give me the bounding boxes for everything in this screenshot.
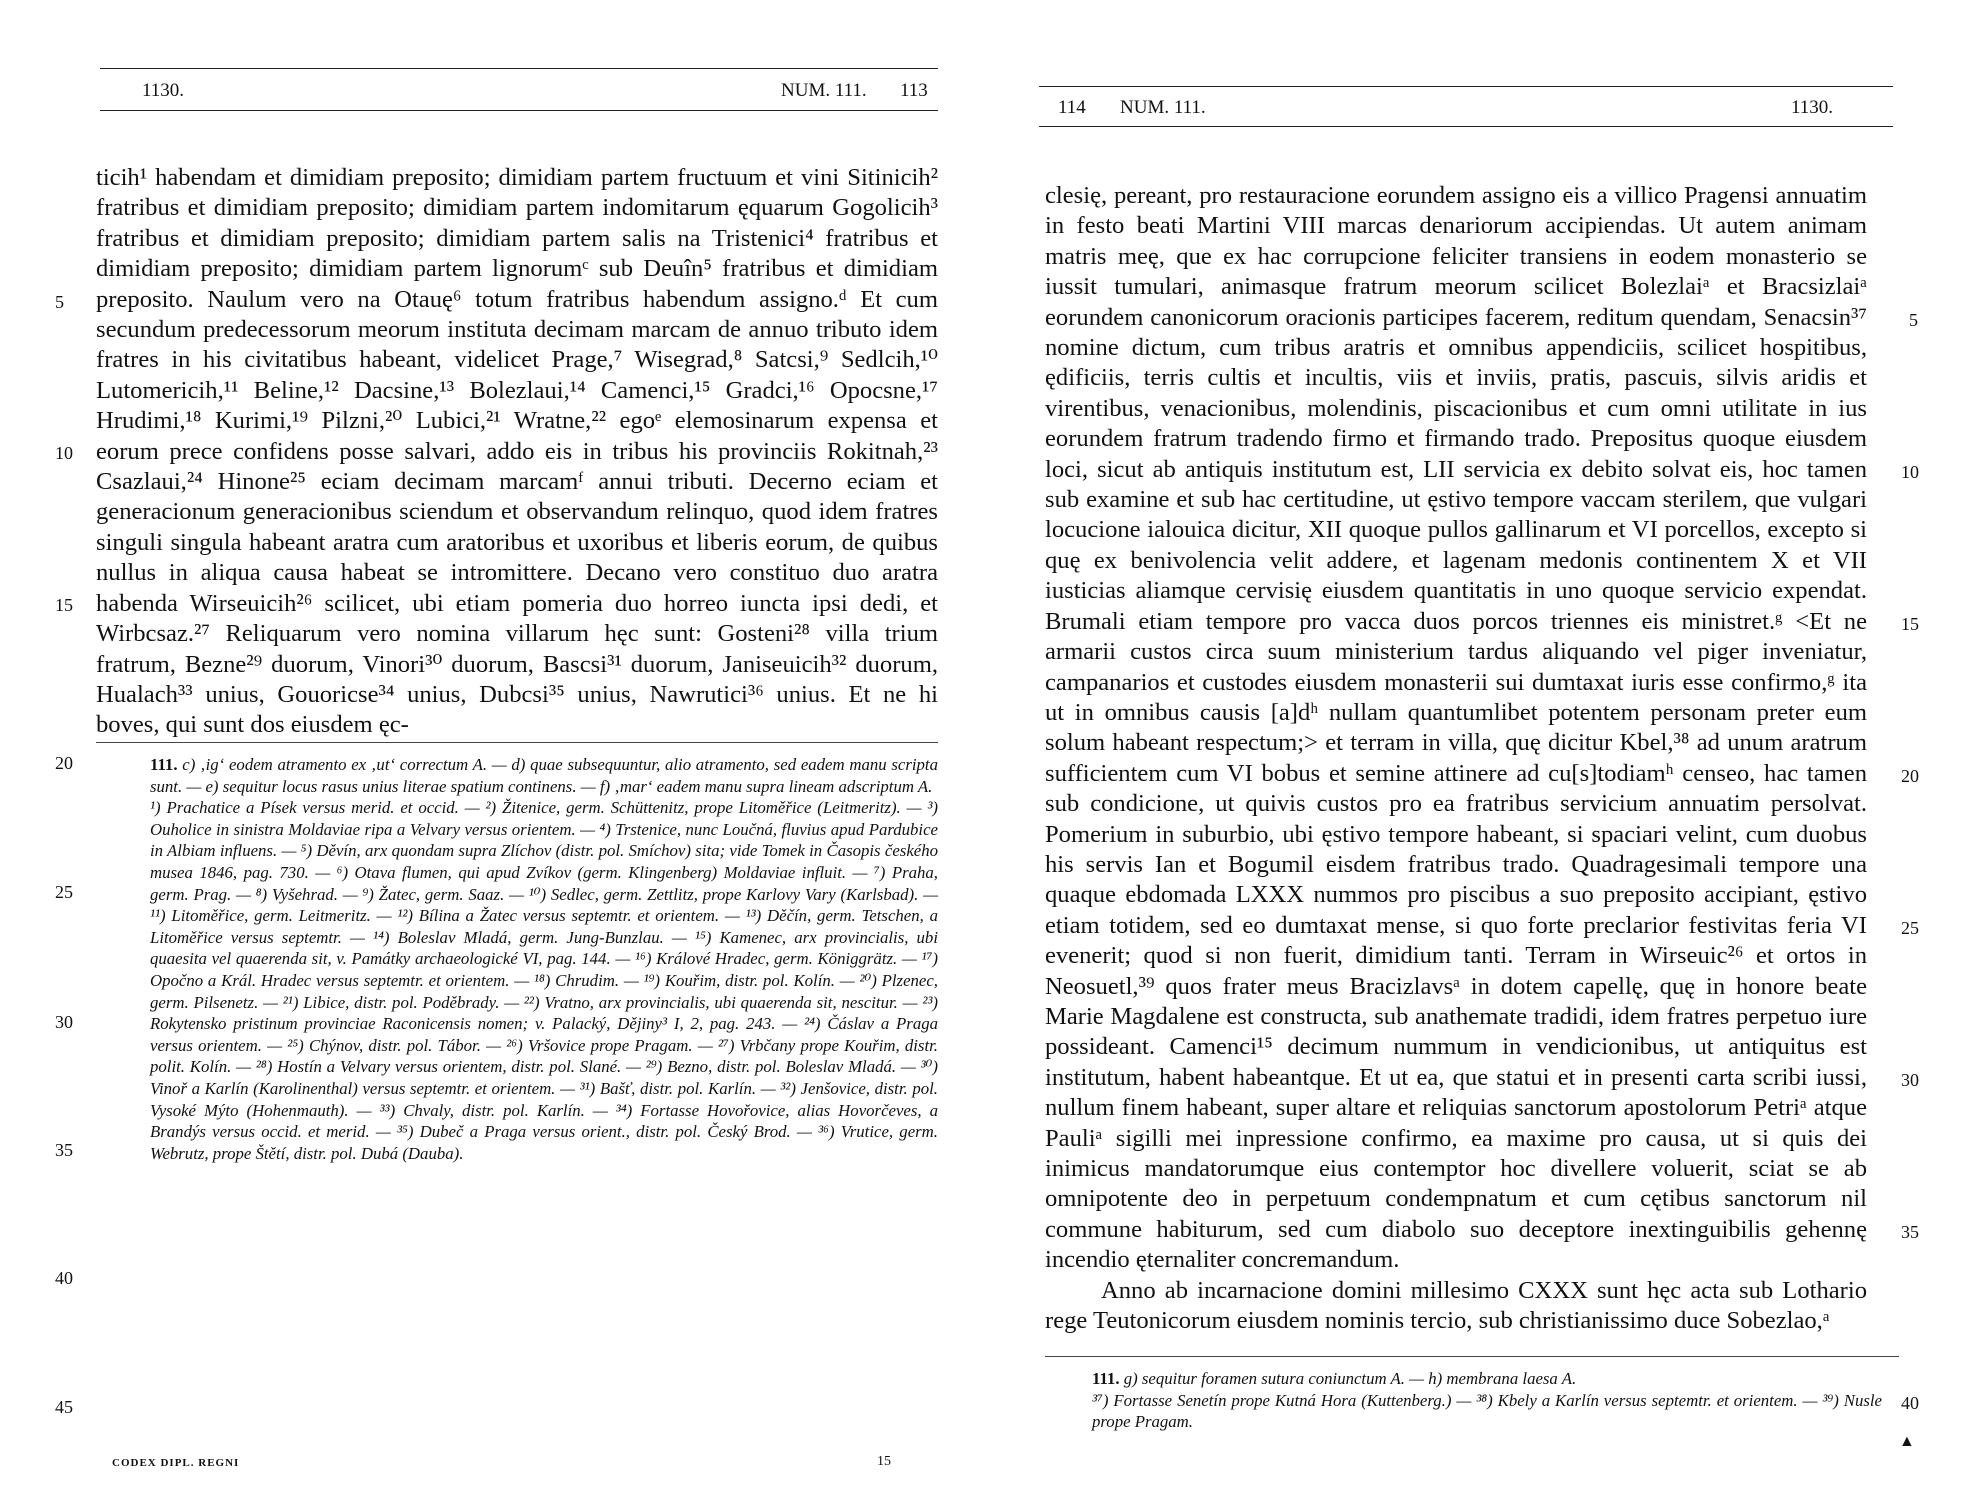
place-notes: ³⁷) Fortasse Senetín prope Kutná Hora (Kuttenberg.) — ³⁸) Kbely a Karlín versus septemtr. et orientem. — ³⁹) Nusle prope Pragam. — [1092, 1390, 1882, 1432]
header-document-number: NUM. 111. — [781, 80, 867, 101]
header-page-number: 114 — [1058, 97, 1086, 118]
line-number: 30 — [55, 1012, 73, 1032]
line-number: 5 — [1909, 310, 1918, 330]
header-page-number: 113 — [900, 80, 928, 101]
header-year: 1130. — [1791, 97, 1834, 118]
line-number: 45 — [55, 1397, 73, 1417]
line-number: 35 — [55, 1140, 73, 1160]
sheet-number: 15 — [877, 1454, 891, 1469]
line-number: 40 — [55, 1268, 73, 1288]
notes-number: 111. — [1092, 1369, 1120, 1388]
line-number: 15 — [55, 595, 73, 615]
line-number: 25 — [1901, 918, 1919, 938]
place-notes: ¹) Prachatice a Písek versus merid. et occid. — ²) Žitenice, germ. Schüttenitz, prope Litoměřice (Leitmeritz). — ³) Ouholice in sinistra Moldaviae ripa a Velvary versus orientem. — ⁴) Trstenice, nunc Loučná, fluvius apud Pardubice in Albiam influens. — ⁵) Děvín, arx quondam supra Zlíchov (distr. pol. Smíchov) sita; vide Tomek in Časopis českého musea 1846, pag. 730. — ⁶) Otava flumen, qui apud Zvíkov (germ. Klingenberg) Moldaviae influit. — ⁷) Praha, germ. Prag. — ⁸) Vyšehrad. — ⁹) Žatec, germ. Saaz. — ¹⁰) Sedlec, germ. Zettlitz, prope Karlovy Vary (Karlsbad). — ¹¹) Litoměřice, germ. Leitmeritz. — ¹²) Bílina a Žatec versus septemtr. et orientem. — ¹³) Děčín, germ. Tetschen, a Litoměřice versus septemtr. — ¹⁴) Boleslav Mladá, germ. Jung-Bunzlau. — ¹⁵) Kamenec, arx provincialis, ubi quaesita vel quaerenda sit, v. Památky archaeologické VI, pag. 144. — ¹⁶) Králové Hradec, germ. Königgrätz. — ¹⁷) Opočno a Král. Hradec versus septemtr. et orientem. — ¹⁸) Chrudim. — ¹⁹) Kouřim, distr. pol. Kolín. — ²⁰) Plzenec, germ. Pilsenetz. — ²¹) Libice, distr. pol. Poděbrady. — ²²) Vratno, arx provincialis, ubi quaerenda sit, nescitur. — ²³) Rokytensko pristinum provinciae Raconicensis nomen; v. Palacký, Dějiny³ I, 2, pag. 243. — ²⁴) Čáslav a Praga versus orientem. — ²⁵) Chýnov, distr. pol. Tábor. — ²⁶) Vršovice prope Pragam. — ²⁷) Vrbčany prope Kouřim, distr. polit. Kolín. — ²⁸) Hostín a Velvary versus orientem, distr. pol. Slané. — ²⁹) Bezno, distr. pol. Boleslav Mladá. — ³⁰) Vinoř a Karlín (Karolinenthal) versus septemtr. et orientem. — ³¹) Bašť, distr. pol. Karlín. — ³²) Jenšovice, distr. pol. Vysoké Mýto (Hohenmauth). — ³³) Chvaly, distr. pol. Karlín. — ³⁴) Fortasse Hovořovice, alias Hovorčeves, a Brandýs versus occid. et merid. — ³⁵) Dubeč a Praga versus orient., distr. pol. Český Brod. — ³⁶) Vrutice, germ. Webrutz, prope Štětí, distr. pol. Dubá (Dauba). — [150, 798, 938, 1163]
header-bottom-rule — [100, 110, 938, 111]
notes-number: 111. — [150, 755, 178, 774]
line-number: 25 — [55, 882, 73, 902]
notes-separator — [96, 742, 938, 743]
printer-mark-icon: ▲ — [1899, 1433, 1915, 1450]
signature-mark: CODEX DIPL. REGNI — [112, 1457, 240, 1469]
critical-notes — [1092, 1368, 1882, 1390]
critical-notes-text: c) ‚ig‘ eodem atramento ex ‚ut‘ correctum A. — d) quae subsequuntur, alio atramento, sed eadem manu scripta sunt. — e) sequitur locus rasus unius literae spatium continens. — f) ‚mar‘ eadem manu supra lineam adscriptum A. — [150, 755, 938, 796]
line-number: 20 — [1901, 766, 1919, 786]
header-top-rule — [100, 68, 938, 69]
line-number: 40 — [1901, 1393, 1919, 1413]
critical-notes-text: g) sequitur foramen sutura coniunctum A. — h) membrana laesa A. — [1123, 1369, 1577, 1388]
line-number: 10 — [55, 443, 73, 463]
header-bottom-rule — [1039, 126, 1893, 127]
body-paragraph: clesię, pereant, pro restauracione eorundem assigno eis a villico Pragensi annuatim in festo beati Martini VIII marcas denariorum accipiendas. Ut autem animam matris meę, que ex hac corrupcione feliciter transiens in eodem monasterio se iussit tumulari, animasque fratrum meorum scilicet Bolezlaiᵃ et Bracsizlaiᵃ eorundem canonicorum oracionis participes facerem, reditum quendam, Senacsin³⁷ nomine dictum, cum tribus aratris et omnibus appendiciis, scilicet hospitibus, ędificiis, terris cultis et incultis, viis et inviis, pratis, pascuis, silvis aridis et virentibus, venacionibus, molendinis, piscacionibus et cum omni utilitate in ius eorundem fratrum tradendo firmo et firmando trado. Prepositus quoque eiusdem loci, sicut ab antiquis institutum est, LII servicia ex debito solvat eis, hoc tamen sub examine et sub hac certitudine, ut ęstivo tempore vaccam sterilem, que vulgari locucione ialouica dicitur, XII quoque pullos gallinarum et VI porcellos, excepto si quę ex benivolencia velit addere, et lagenam medonis continentem X et VII iusticias aliamque cervisię eiusdem quantitatis in uno quoque servicio expendat. Brumali etiam tempore pro vacca duos porcos triennes eis ministret.ᵍ <Et ne armarii custos circa suum ministerium tardus aliquando vel piger inveniatur, campanarios et custodes eiusdem monasterii sui dumtaxat iuris esse confirmo,ᵍ ita ut in omnibus causis [a]dʰ nullam quantumlibet potentem personam preter eum solum habeant respectum;> et terram in villa, quę dicitur Kbel,³⁸ ad unum aratrum sufficientem cum VI bobus et semine attinere ad cu[s]todiamʰ censeo, hac tamen sub condicione, ut quivis custos pro ea fratribus servicium annuatim persolvat. Pomerium in suburbio, ubi ęstivo tempore habeant, si spaciari velint, cum duobus his servis Ian et Bogumil eisdem fratribus trado. Quadragesimali tempore una quaque ebdomada LXXX nummos pro piscibus a suo preposito accipiant, ęstivo etiam totidem, sed eo dumtaxat mense, si quo forte preclarior festivitas feria VI evenerit; quod si non fuerit, dimidium tanti. Terram in Wirseuic²⁶ et ortos in Neosuetl,³⁹ quos frater meus Bracizlavsᵃ in dotem capellę, quę in honore beate Marie Magdalene est constructa, sub anathemate tradidi, idem fratres perpetuo iure possideant. Camenci¹⁵ decimum nummum in vendicionibus, ut antiquitus est institutum, habent habeantque. Et ut ea, que statui et in presenti carta scribi iussi, nullum finem habeant, super altare et reliquias sanctorum apostolorum Petriᵃ atque Pauliᵃ sigilli mei inpressione confirmo, ea maxime pro causa, ut si quis dei inimicus mandatorumque eius contemptor hoc divellere voluerit, sciat se ab omnipotente deo in perpetuum condempnatum et cum cętibus sanctorum nil commune habiturum, sed cum diabolo suo deceptore inextinguibilis gehennę incendio ęternaliter concremandum. — [1045, 182, 1867, 1274]
line-number: 15 — [1901, 614, 1919, 634]
main-text — [96, 163, 938, 741]
header-document-number: NUM. 111. — [1120, 97, 1206, 118]
main-text — [1045, 181, 1867, 1336]
footnotes — [150, 754, 938, 1164]
footnotes — [1092, 1368, 1882, 1433]
header-top-rule — [1039, 86, 1893, 87]
body-paragraph: ticih¹ habendam et dimidiam preposito; dimidiam partem fructuum et vini Sitinicih² fratribus et dimidiam preposito; dimidiam partem indomitarum ęquarum Gogolicih³ fratribus et dimidiam preposito; dimidiam partem salis na Tristenici⁴ fratribus et dimidiam preposito; dimidiam partem lignorumᶜ sub Deuîn⁵ fratribus et dimidiam preposito. Naulum vero na Otauę⁶ totum fratribus habendum assigno.ᵈ Et cum secundum predecessorum meorum instituta decimam marcam de annuo tributo idem fratres in his civitatibus habeant, videlicet Prage,⁷ Wisegrad,⁸ Satcsi,⁹ Sedlcih,¹⁰ Lutomericih,¹¹ Beline,¹² Dacsine,¹³ Bolezlaui,¹⁴ Camenci,¹⁵ Gradci,¹⁶ Opocsne,¹⁷ Hrudimi,¹⁸ Kurimi,¹⁹ Pilzni,²⁰ Lubici,²¹ Wratne,²² egoᵉ elemosinarum expensa et eorum prece confidens posse salvari, addo eis in tribus his provinciis Rokitnah,²³ Csazlaui,²⁴ Hinone²⁵ eciam decimam marcamᶠ annui tributi. Decerno eciam et generacionum generacionibus sciendum et observandum relinquo, quod idem fratres singuli singula habeant aratra cum aratoribus et uxoribus et liberis eorum, de quibus nullus in aliqua causa habeat se intromittere. Decano vero constituo duo aratra habenda Wirseuicih²⁶ scilicet, ubi etiam pomeria duo horreo iuncta ipsi dedi, et Wirbcsaz.²⁷ Reliquarum vero nomina villarum hęc sunt: Gosteni²⁸ villa trium fratrum, Bezne²⁹ duorum, Vinori³⁰ duorum, Bascsi³¹ duorum, Janiseuicih³² duorum, Hualach³³ unius, Gouoricse³⁴ unius, Dubcsi³⁵ unius, Nawrutici³⁶ unius. Et ne hi boves, qui sunt dos eiusdem ęc- — [96, 164, 938, 739]
critical-notes — [150, 754, 938, 797]
line-number: 30 — [1901, 1070, 1919, 1090]
right-page — [989, 0, 1978, 1500]
line-number: 10 — [1901, 462, 1919, 482]
line-number: 5 — [55, 292, 64, 312]
notes-separator — [1045, 1356, 1899, 1357]
dating-paragraph: Anno ab incarnacione domini millesimo CXXX sunt hęc acta sub Lothario rege Teutonicorum eiusdem nominis tercio, sub christianissimo duce Sobezlao,ᵃ — [1045, 1276, 1867, 1335]
line-number: 20 — [55, 753, 73, 773]
header-year: 1130. — [142, 80, 185, 101]
line-number: 35 — [1901, 1222, 1919, 1242]
